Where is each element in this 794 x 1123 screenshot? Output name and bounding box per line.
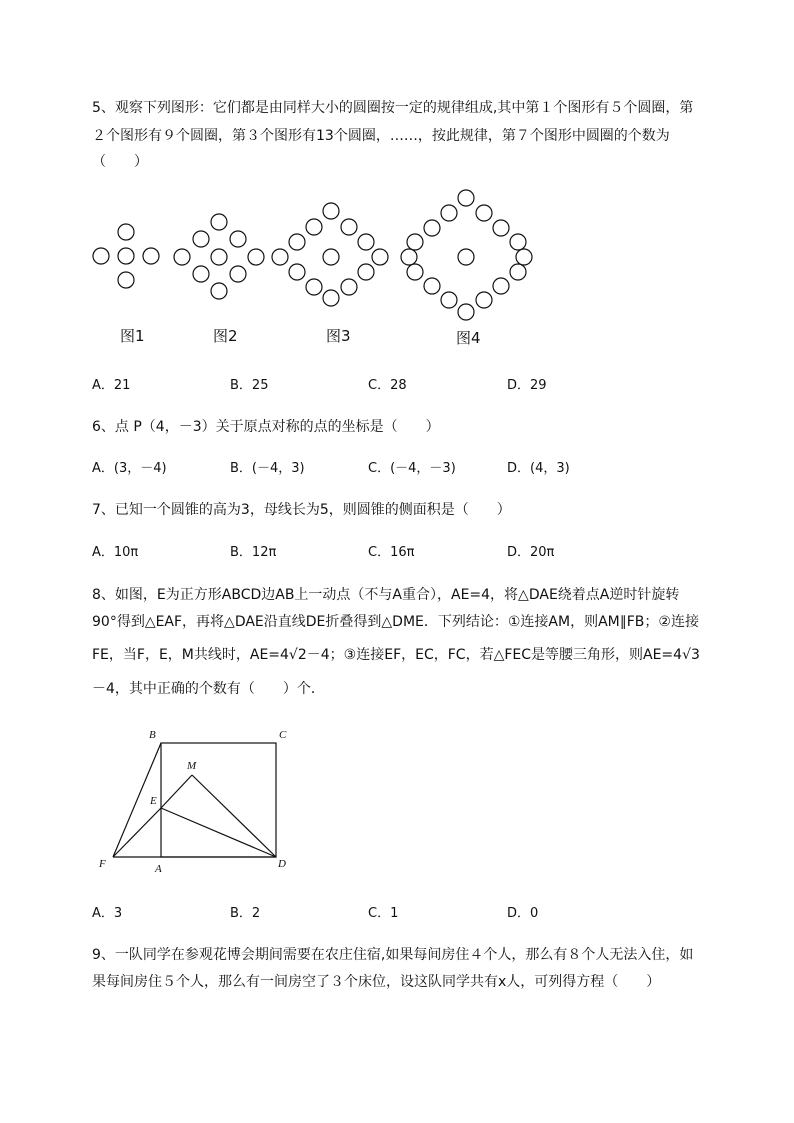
q7-option-a[interactable]: A．10π (92, 545, 139, 560)
q8-option-a[interactable]: A．3 (92, 906, 123, 921)
q8-line-3: FE，当F，E，M共线时，AE=4√2－4；③连接EF，EC，FC，若△FEC是等腰三角形，则AE=4√3 (92, 647, 700, 663)
figure-label-4: 图4 (456, 329, 481, 347)
q6-text: 6、点 P（4，－3）关于原点对称的点的坐标是（ ） (92, 419, 440, 435)
q8-option-d[interactable]: D．0 (507, 906, 539, 921)
q8-line-4: －4，其中正确的个数有（ ）个． (92, 681, 325, 697)
q6-option-a[interactable]: A．(3，－4) (92, 461, 167, 476)
segment-md (192, 775, 276, 857)
label-d: D (278, 858, 286, 870)
q5-line-1: 5、观察下列图形：它们都是由同样大小的圆圈按一定的规律组成,其中第１个图形有５个圆圈，第 (92, 100, 694, 116)
label-m: M (187, 760, 197, 772)
q8-line-1: 8、如图，E为正方形ABCD边AB上一动点（不与A重合），AE=4，将△DAE绕着点A逆时针旋转 (92, 587, 680, 603)
q5-line-3: （ ） (92, 154, 148, 170)
q5-option-c[interactable]: C．28 (368, 378, 407, 393)
q7-option-c[interactable]: C．16π (368, 545, 415, 560)
label-f: F (99, 858, 106, 870)
figure-1 (93, 224, 159, 288)
q9-line-2: 果每间房住５个人，那么有一间房空了３个床位，设这队同学共有x人，可列得方程（ ） (92, 974, 661, 990)
segment-fe (113, 808, 161, 857)
figure-label-1: 图1 (120, 327, 145, 345)
q5-option-b[interactable]: B．25 (230, 378, 269, 393)
label-b: B (149, 729, 156, 741)
figure-label-3: 图3 (326, 327, 351, 345)
label-a: A (155, 863, 162, 875)
label-c: C (279, 729, 287, 741)
figure-label-2: 图2 (213, 327, 238, 345)
q7-option-b[interactable]: B．12π (230, 545, 277, 560)
q8-square-figure (95, 722, 305, 882)
q6-option-c[interactable]: C．(－4，－3) (368, 461, 456, 476)
label-e: E (150, 795, 157, 807)
q8-line-2: 90°得到△EAF，再将△DAE沿直线DE折叠得到△DME．下列结论：①连接AM，则AM∥FB；②连接 (92, 614, 699, 630)
q8-option-b[interactable]: B．2 (230, 906, 261, 921)
q5-option-a[interactable]: A．21 (92, 378, 131, 393)
q7-option-d[interactable]: D．20π (507, 545, 555, 560)
segment-em (161, 775, 192, 808)
q5-option-d[interactable]: D．29 (507, 378, 547, 393)
q9-line-1: 9、一队同学在参观花博会期间需要在农庄住宿,如果每间房住４个人，那么有８个人无法入住，如 (92, 947, 694, 963)
q7-text: 7、已知一个圆锥的高为3，母线长为5，则圆锥的侧面积是（ ） (92, 502, 511, 518)
q6-option-b[interactable]: B．(－4，3) (230, 461, 305, 476)
segment-ed (161, 808, 276, 857)
figure-4 (401, 190, 532, 320)
q6-option-d[interactable]: D．(4，3) (507, 461, 570, 476)
figure-2 (174, 214, 264, 299)
q8-option-c[interactable]: C．1 (368, 906, 399, 921)
figure-3 (272, 203, 388, 306)
q5-line-2: ２个图形有９个圆圈，第３个图形有13个圆圈，……，按此规律，第７个图形中圆圈的个数为 (92, 128, 670, 144)
